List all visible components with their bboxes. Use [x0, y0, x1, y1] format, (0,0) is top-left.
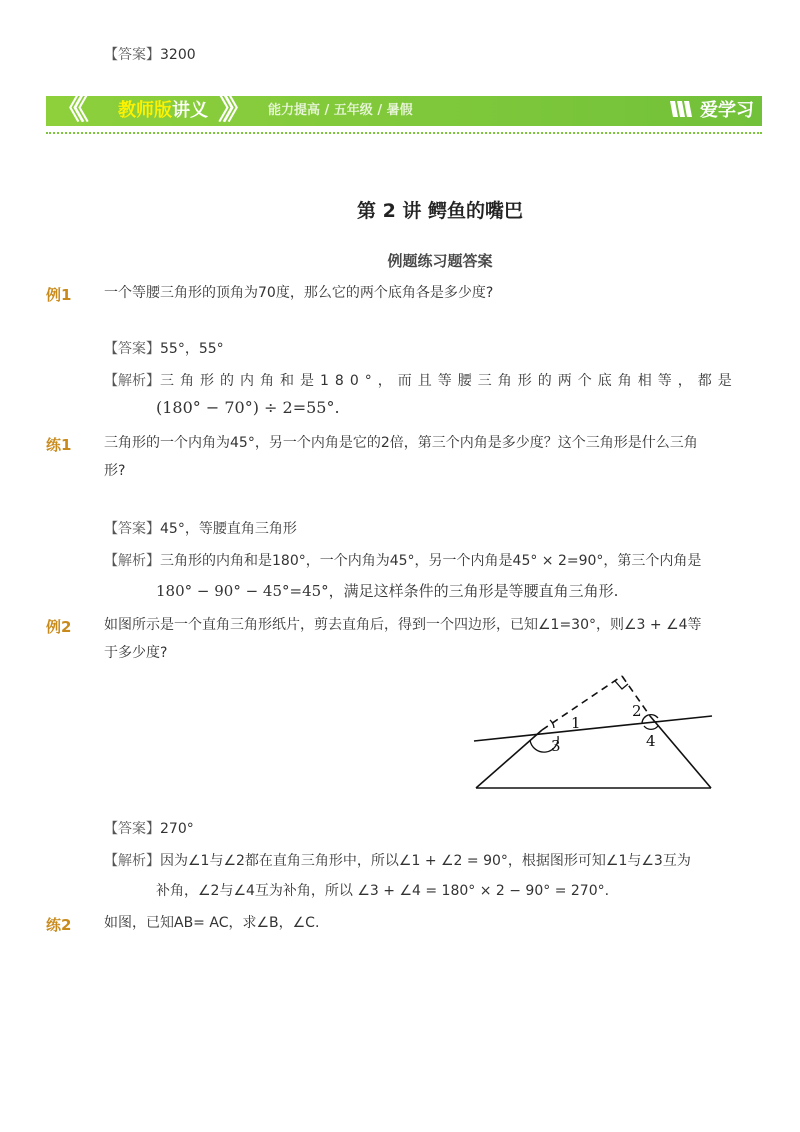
- example-2-analysis-line-2: 补角，∠2与∠4互为补角，所以 ∠3 + ∠4 = 180° × 2 − 90° = 270°.: [156, 883, 610, 899]
- brand-logo-icon: [670, 99, 696, 119]
- answer-value: 55°，55°: [160, 341, 224, 357]
- banner-title: [118, 96, 208, 126]
- practice-2-label: 练2: [46, 916, 72, 934]
- answer-tag: 【答案】: [104, 47, 160, 63]
- example-1-answer: [104, 338, 224, 358]
- example-2-answer: [104, 818, 194, 838]
- lecture-title: 第 2 讲 鳄鱼的嘴巴: [356, 200, 524, 222]
- angle-label-1: 1: [571, 714, 581, 732]
- practice-1-answer: [104, 518, 297, 538]
- answer-value: 270°: [160, 821, 194, 837]
- right-angle-mark: [615, 681, 628, 689]
- practice-1-analysis-formula: 180° − 90° − 45°=45°，满足这样条件的三角形是等腰直角三角形.: [156, 582, 619, 600]
- angle-arc-4: [644, 726, 658, 729]
- side-right: [650, 716, 711, 788]
- example-1-analysis-formula: (180° − 70°) ÷ 2=55°.: [156, 398, 340, 417]
- analysis-line-1: 三角形的内角和是180°，一个内角为45°，另一个内角是45° × 2=90°，第三个内角是: [160, 553, 702, 569]
- analysis-tag: 【解析】: [104, 373, 160, 389]
- practice-1-label: 练1: [46, 436, 72, 454]
- answer-value: 45°，等腰直角三角形: [160, 521, 297, 537]
- answer-value: 3200: [160, 47, 196, 63]
- triangle-figure: [470, 668, 720, 796]
- brand: [670, 96, 754, 126]
- chevron-right-icon: 》》: [218, 92, 243, 127]
- example-2-analysis: [104, 850, 691, 870]
- example-2-question: 如图所示是一个直角三角形纸片，剪去直角后，得到一个四边形，已知∠1=30°，则∠3 + ∠4等于多少度?: [104, 617, 702, 661]
- section-title: 例题练习题答案: [387, 252, 493, 270]
- angle-arc-1: [550, 720, 554, 728]
- angle-label-4: 4: [646, 732, 656, 750]
- example-1-label: 例1: [46, 286, 72, 304]
- chevron-left-icon: 《《: [54, 92, 79, 127]
- angle-label-3: 3: [551, 737, 561, 755]
- angle-label-2: 2: [632, 702, 642, 720]
- analysis-tag: 【解析】: [104, 553, 160, 569]
- answer-tag: 【答案】: [104, 821, 160, 837]
- practice-2-question: 如图，已知AB= AC，求∠B，∠C.: [104, 915, 320, 931]
- cut-line: [474, 716, 712, 741]
- dashed-side-left: [542, 676, 622, 730]
- top-answer: [104, 44, 196, 64]
- banner-divider: [46, 132, 762, 134]
- side-left: [476, 730, 542, 788]
- example-1-analysis: [104, 370, 738, 390]
- answer-tag: 【答案】: [104, 521, 160, 537]
- header-banner: [46, 92, 762, 127]
- banner-title-part2: 讲义: [172, 100, 208, 121]
- banner-title-part1: 教师版: [118, 100, 172, 121]
- analysis-tag: 【解析】: [104, 853, 160, 869]
- answer-tag: 【答案】: [104, 341, 160, 357]
- analysis-line-1: 因为∠1与∠2都在直角三角形中，所以∠1 + ∠2 = 90°，根据图形可知∠1与∠3互为: [160, 853, 691, 869]
- brand-name: 爱学习: [700, 100, 754, 121]
- practice-1-analysis: [104, 550, 701, 570]
- analysis-line-1: 三角形的内角和是180°，而且等腰三角形的两个底角相等，都是: [160, 373, 738, 389]
- banner-subtitle: 能力提高 / 五年级 / 暑假: [268, 103, 413, 118]
- example-2-label: 例2: [46, 618, 72, 636]
- example-1-question: 一个等腰三角形的顶角为70度，那么它的两个底角各是多少度?: [104, 285, 494, 301]
- practice-1-question: 三角形的一个内角为45°，另一个内角是它的2倍，第三个内角是多少度？这个三角形是什么三角形?: [104, 435, 698, 479]
